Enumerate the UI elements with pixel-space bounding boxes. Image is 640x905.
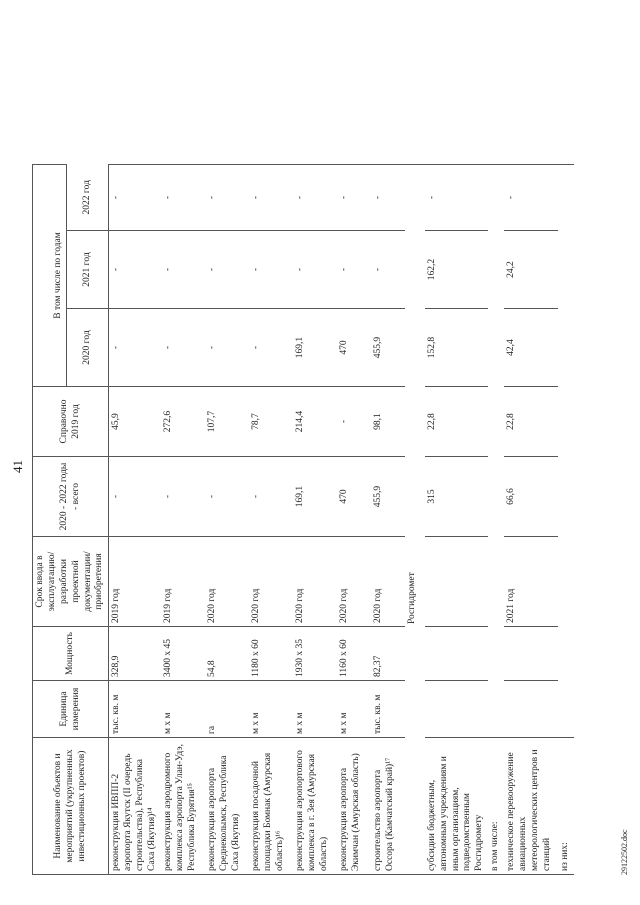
section-row — [405, 165, 425, 875]
header-by-years: В том числе по годам — [33, 165, 67, 387]
row-capacity: 1160 х 60 — [337, 627, 371, 681]
tech-ref2019: 22,8 — [504, 387, 558, 457]
empty-cell — [558, 165, 574, 738]
row-total: 470 — [337, 457, 371, 537]
row-deadline: 2019 год — [109, 537, 161, 627]
row-deadline: 2020 год — [337, 537, 371, 627]
tech-2020: 42,4 — [504, 309, 558, 387]
row-deadline: 2020 год — [371, 537, 405, 627]
row-2022: - — [337, 165, 371, 231]
empty-cell — [425, 627, 488, 681]
row-2022: - — [109, 165, 161, 231]
of-which-label: из них: — [558, 738, 574, 875]
row-deadline: 2020 год — [249, 537, 293, 627]
header-row — [33, 165, 67, 875]
row-name: реконструкция аэропортового комплекса в г. Зея (Амурская область) — [293, 738, 337, 875]
row-name: реконструкция аэродромного комплекса аэропорта Улан-Удэ, Республика Бурятия¹⁵ — [161, 738, 205, 875]
row-name: реконструкция ИВПП-2 аэропорта Якутск (II очередь строительства), Республика Саха (Якутия)¹⁴ — [109, 738, 161, 875]
table-row — [293, 165, 337, 875]
row-ref2019: - — [337, 387, 371, 457]
tech-deadline: 2021 год — [504, 537, 558, 627]
tech-total: 66,6 — [504, 457, 558, 537]
row-2020: 455,9 — [371, 309, 405, 387]
row-deadline: 2019 год — [161, 537, 205, 627]
row-unit: м х м — [161, 681, 205, 738]
row-total: - — [161, 457, 205, 537]
subsidies-ref2019: 22,8 — [425, 387, 488, 457]
row-name: строительство аэропорта Оссора (Камчатский край)¹⁷ — [371, 738, 405, 875]
row-capacity: 1180 х 60 — [249, 627, 293, 681]
row-2022: - — [161, 165, 205, 231]
table-row — [249, 165, 293, 875]
subsidies-2022: - — [425, 165, 488, 231]
table-row — [504, 165, 558, 875]
row-ref2019: 272,6 — [161, 387, 205, 457]
empty-cell — [425, 681, 488, 738]
row-total: - — [249, 457, 293, 537]
row-2021: - — [293, 231, 337, 309]
row-unit: тыс. кв. м — [109, 681, 161, 738]
subsidies-2020: 152,8 — [425, 309, 488, 387]
section-title: Росгидромет — [405, 165, 425, 875]
row-ref2019: 98,1 — [371, 387, 405, 457]
header-unit: Единица измерения — [33, 681, 109, 738]
table-row — [371, 165, 405, 875]
row-2020: - — [109, 309, 161, 387]
row-capacity: 328,9 — [109, 627, 161, 681]
table-row — [425, 165, 488, 875]
row-unit: га — [205, 681, 249, 738]
row-deadline: 2020 год — [293, 537, 337, 627]
row-2021: - — [249, 231, 293, 309]
header-2022: 2022 год — [66, 165, 108, 231]
row-capacity: 82,37 — [371, 627, 405, 681]
row-capacity: 1930 х 35 — [293, 627, 337, 681]
table-row — [488, 165, 504, 875]
row-ref2019: 45,9 — [109, 387, 161, 457]
page-number: 41 — [10, 460, 25, 473]
row-total: - — [205, 457, 249, 537]
footer-filename: 29122502.doc — [620, 829, 629, 875]
header-deadline: Срок ввода в эксплуатацию/ разработки проектной документации/ приобретения — [33, 537, 109, 627]
subsidies-2021: 162,2 — [425, 231, 488, 309]
row-2022: - — [249, 165, 293, 231]
row-2022: - — [205, 165, 249, 231]
row-2020: 470 — [337, 309, 371, 387]
row-unit: м х м — [249, 681, 293, 738]
header-2021: 2021 год — [66, 231, 108, 309]
row-capacity: 3400 х 45 — [161, 627, 205, 681]
tech-name: техническое перевооружение авиационных метеорологических центров и станций — [504, 738, 558, 875]
header-capacity: Мощность — [33, 627, 109, 681]
row-2022: - — [371, 165, 405, 231]
row-2020: 169,1 — [293, 309, 337, 387]
row-total: 169,1 — [293, 457, 337, 537]
table-row — [161, 165, 205, 875]
table-row — [558, 165, 574, 875]
row-ref2019: 214,4 — [293, 387, 337, 457]
row-unit: м х м — [293, 681, 337, 738]
table-row — [109, 165, 161, 875]
row-total: - — [109, 457, 161, 537]
row-2020: - — [205, 309, 249, 387]
header-name: Наименование объектов и мероприятий (укрупненных инвестиционных проектов) — [33, 738, 109, 875]
including-label: в том числе: — [488, 738, 504, 875]
row-unit: м х м — [337, 681, 371, 738]
row-capacity: 54,8 — [205, 627, 249, 681]
row-2021: - — [371, 231, 405, 309]
investment-table — [32, 164, 574, 875]
row-2021: - — [337, 231, 371, 309]
row-name: реконструкция аэропорта Среднеколымск, Республика Саха (Якутия) — [205, 738, 249, 875]
tech-2022: - — [504, 165, 558, 231]
subsidies-total: 315 — [425, 457, 488, 537]
row-2021: - — [205, 231, 249, 309]
header-2020: 2020 год — [66, 309, 108, 387]
row-2021: - — [109, 231, 161, 309]
header-total: 2020 - 2022 годы - всего — [33, 457, 109, 537]
empty-cell — [504, 627, 558, 681]
row-ref2019: 78,7 — [249, 387, 293, 457]
header-ref2019: Справочно 2019 год — [33, 387, 109, 457]
subsidies-name: субсидии бюджетным, автономным учреждениям и иным организациям, подведомственным Росгидромету — [425, 738, 488, 875]
row-unit: тыс. кв. м — [371, 681, 405, 738]
empty-cell — [488, 165, 504, 738]
table-row — [205, 165, 249, 875]
tech-2021: 24,2 — [504, 231, 558, 309]
row-total: 455,9 — [371, 457, 405, 537]
row-ref2019: 107,7 — [205, 387, 249, 457]
row-2021: - — [161, 231, 205, 309]
empty-cell — [504, 681, 558, 738]
table-row — [337, 165, 371, 875]
empty-cell — [425, 537, 488, 627]
row-deadline: 2020 год — [205, 537, 249, 627]
row-2020: - — [161, 309, 205, 387]
row-2020: - — [249, 309, 293, 387]
row-name: реконструкция аэропорта Экимчан (Амурская область) — [337, 738, 371, 875]
row-name: реконструкция посадочной площадки Бомнак (Амурская область)¹⁶ — [249, 738, 293, 875]
row-2022: - — [293, 165, 337, 231]
